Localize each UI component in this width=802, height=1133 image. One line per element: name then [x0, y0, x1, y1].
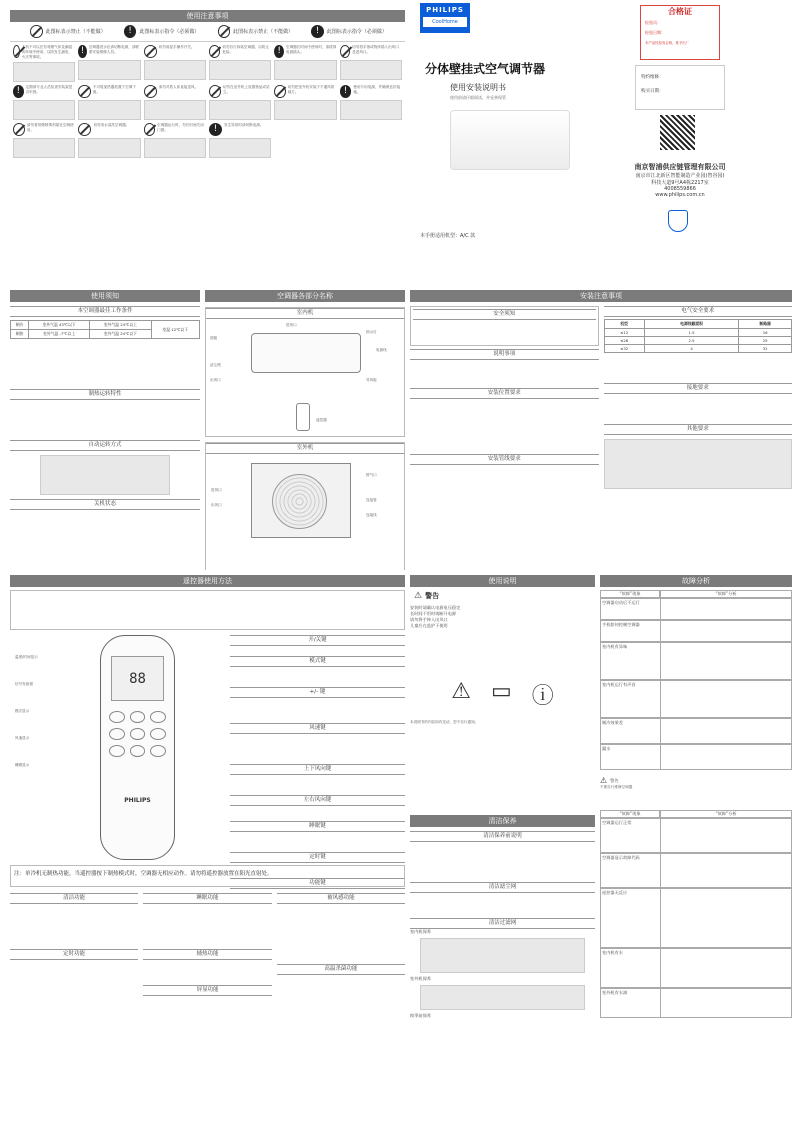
illustration — [420, 985, 585, 1010]
notes-title: 说明事项 — [410, 349, 599, 360]
illustration — [13, 138, 75, 158]
brand-logo: PHILIPS CoolHome — [420, 3, 470, 33]
illustration — [78, 100, 140, 120]
manual-icon: ▭ — [490, 679, 512, 704]
illustration — [209, 138, 271, 158]
ban-icon — [209, 45, 220, 58]
model-value: A/C 款 — [460, 233, 476, 239]
illustration — [13, 100, 75, 120]
notice-item: 请勿将易燃喷雾剂靠近空调使用。 — [13, 123, 75, 158]
clean-header: 清洁保养 — [410, 815, 595, 827]
notice-item: 本机不可以在有易燃气体及潮湿的环境中使用，以防发生漏电、火灾等事故。 — [13, 45, 75, 82]
notice-item: ! 发生异常时请切断电源。 — [209, 123, 271, 158]
remote-button[interactable] — [130, 711, 146, 723]
parts-section — [205, 290, 405, 570]
service-icon: ⓘ — [531, 684, 554, 709]
notice-item: ! 空调器进水后请切断电源，请联系安装维修人员。 — [78, 45, 140, 82]
conditions-table: 制冷 室外气温 43℃以下 室外气温 24℃以上 室温 12℃以下 制热 室外气温 -7℃以上 室外气温 24℃以下 — [10, 320, 200, 339]
remote-button[interactable] — [130, 745, 146, 757]
remote-mini — [296, 403, 310, 431]
ban-icon — [78, 85, 90, 98]
fault-section: 故障分析 “故障”现象 “故障”分析 空调器启动后不运行 手机如何控制空调器 室内机有异味 室内机运行有声音 制冷效果差 漏水 ⚠ 警告 不要自行维修空调器 “故障”现象 “故障”分析 空调器运行正常 空调器显示故障代码 遥控器无反应 室内机有水 室外机有水滴 — [600, 575, 792, 1125]
illustration — [209, 100, 271, 120]
illustration — [78, 60, 140, 80]
wiring-diagram — [604, 439, 793, 489]
warning-triangle-icon: ⚠ — [414, 591, 423, 601]
tips-sub2: 制热运转特性 — [10, 389, 200, 400]
ban-icon — [274, 85, 285, 98]
indoor-unit-diagram: 室内机 面板 进风口 指示灯 电源线 出风口 导风板 遥控器 滤尘网 — [205, 307, 405, 437]
illustration — [274, 100, 336, 120]
ban-icon — [340, 45, 350, 58]
tips-sub3: 自动运转方式 — [10, 440, 200, 451]
illustration — [420, 938, 585, 973]
notice-item: 切勿自行拆装空调器，以防止危险。 — [209, 45, 271, 82]
notice-item: ! 空调器长时间不使用时，请拔掉电源插头。 — [274, 45, 336, 82]
remote-brand: PHILIPS — [124, 797, 151, 804]
safety-box: 安全须知 — [410, 306, 599, 346]
illustration — [340, 60, 402, 80]
must-icon: ! — [311, 25, 324, 38]
qr-code — [660, 115, 695, 150]
ban-icon — [144, 85, 157, 98]
notice-item: 切勿用湿手操作开关。 — [144, 45, 206, 82]
must-icon: ! — [78, 45, 87, 58]
warning-triangle-icon: ⚠ — [600, 776, 608, 785]
ban-icon — [144, 45, 157, 58]
remote-intro — [10, 590, 405, 630]
certificate: 合格证 检验员： 检验日期： 本产品经检验合格，准予出厂 — [640, 5, 720, 60]
remote-header: 遥控器使用方法 — [10, 575, 405, 587]
remote-button[interactable] — [150, 711, 166, 723]
remote-display: 88 — [111, 656, 164, 701]
must-icon: ! — [209, 123, 222, 136]
model-label: 本手册适用机型： — [420, 233, 461, 239]
electric-title: 电气安全要求 — [604, 306, 793, 317]
service-card: 特约维修： 购买日期： — [635, 65, 725, 110]
ac-unit-image — [450, 110, 570, 170]
ban-icon — [144, 123, 155, 136]
remote-section: 遥控器使用方法 88 PHILIPS 温度/时间显示 信号发射窗 模式显示 风速显示 睡眠显示 开/关键 模式键 +/- 键 风速键 上下风向键 左右风向键 睡眠键 定时键 功能键 注：单冷机无制热功能，当遥控器按下制热模式时，空调器无相应动作。请勿将遥控器放置在阳光直射处。 清洁功能 定时功能 睡眠功能 辅热功能 屏显功能 被风感功能 高温杀菌功能 — [10, 575, 405, 1125]
fault-header: 故障分析 — [600, 575, 792, 587]
power-table: 机型 电源线截面积 断路器 ≤12 1.5 16 ≤26 2.5 25 ≤32 4 32 — [604, 319, 793, 353]
usage-header: 使用说明 — [410, 575, 595, 587]
illustration — [144, 100, 206, 120]
ban-icon — [30, 25, 43, 38]
other-title: 其他要求 — [604, 424, 793, 435]
ban-icon — [13, 123, 25, 136]
notice-item: ! 定期请专业人员检查安装架是否牢固。 — [13, 85, 75, 120]
tips-section — [10, 290, 200, 570]
notice-item: 空调器运行时，勿长时间关闭门窗。 — [144, 123, 206, 158]
must-icon: ! — [13, 85, 24, 98]
flammable-warning-icon: ⚠ — [451, 679, 471, 704]
install-header: 安装注意事项 — [410, 290, 792, 302]
must-icon: ! — [274, 45, 284, 58]
notice-item: 切勿把室外机安装于不通风的地方。 — [274, 85, 336, 120]
indoor-unit — [251, 333, 361, 373]
ban-icon — [78, 123, 91, 136]
remote-button[interactable] — [150, 745, 166, 757]
must-icon: ! — [124, 25, 137, 38]
manual-note: 使用前请仔细阅读，并妥善保管 — [450, 95, 506, 100]
illustration — [13, 62, 75, 82]
illustration — [274, 60, 336, 80]
ground-title: 接地要求 — [604, 383, 793, 394]
notice-item: 切勿将手指或物体插入出风口及进风口。 — [340, 45, 402, 82]
notice-item: 请勿对着人体直接送风。 — [144, 85, 206, 120]
notice-item: ! 使用专用电源，并确保良好接地。 — [340, 85, 402, 120]
manual-title: 分体壁挂式空气调节器 — [425, 62, 546, 76]
manual-subtitle: 使用安装说明书 — [450, 83, 506, 92]
legend-must: 此图标表示指令（必须做） — [139, 29, 200, 35]
tips-sub4: 关机状态 — [10, 499, 200, 510]
illustration — [340, 100, 402, 120]
remote-button[interactable] — [109, 711, 125, 723]
ban-icon — [218, 25, 231, 38]
install-section — [410, 290, 792, 570]
cover-section — [410, 0, 802, 280]
remote-button[interactable] — [130, 728, 146, 740]
location-title: 安装位置要求 — [410, 388, 599, 399]
illustration — [209, 60, 271, 80]
legend-ban: 此图标表示禁止（不能做） — [45, 29, 106, 35]
tips-table-title: 本空调器最佳工作条件 — [10, 306, 200, 317]
outdoor-unit — [251, 463, 351, 538]
ban-icon — [13, 45, 20, 58]
must-icon: ! — [340, 85, 352, 98]
illustration — [78, 138, 140, 158]
remote-button[interactable] — [150, 728, 166, 740]
remote-control — [100, 635, 175, 860]
illustration — [144, 138, 206, 158]
usage-section: 使用说明 ⚠ 警告 安装时请确认电源电压稳定 长时间不用时请断开电源 请勿将手伸入出风口 儿童应在监护下使用 ⚠ ▭ ⓘ 本说明书的内容如有变动，恕不另行通知。 清洁保养 清洁保养前说明 清洁滤尘网 清洁过滤网 室内机保养 室外机保养 换季前保养 — [410, 575, 595, 1125]
remote-note: 注：单冷机无制热功能，当遥控器按下制热模式时，空调器无相应动作。请勿将遥控器放置在阳光直射处。 — [10, 865, 405, 887]
parts-header: 空调器各部分名称 — [205, 290, 405, 302]
notice-item: 切勿用水清洗空调器。 — [78, 123, 140, 158]
outdoor-unit-diagram: 室外机 排气口 进风口 出风口 连接管 连接线 — [205, 442, 405, 570]
notice-item: 切勿在室外机上放置物品或站立。 — [209, 85, 271, 120]
illustration — [40, 455, 170, 495]
usage-notes-header: 使用注意事项 — [10, 10, 405, 22]
illustration — [144, 60, 206, 80]
notice-item: 不可将加热器放置于空调下面。 — [78, 85, 140, 120]
remote-button[interactable] — [109, 728, 125, 740]
usage-notes-section: 使用注意事项 此图标表示禁止（不能做） ! 此图标表示指令（必须做） 此图标表示禁止（不能做） ! 此图标表示指令（必须做） 本机不可以在有易燃气体及潮湿的环境中使用，以防发生漏电、火灾等事故。 ! 空调器进水后请切断电源，请联系安装维修人员。 切勿用湿手操作开关。 切勿自行拆装空调器，以防止危险。 ! 空调器长时间不使用时，请拔掉电源插头。 切勿将手指或物体插入出风口及进风口。 ! 定期请专业人员检查安装架是否牢固。 不可将加热器放置于空调下面。 请勿对着人体直接送风。 切勿在室外机上放置物品或站立。 切勿把室外机安装于不通风的地方。 ! 使用专用电源，并确保良好接地。 请勿将易燃喷雾剂靠近空调使用。 切勿用水清洗空调器。 空调器运行时，勿长时间关闭门窗。 ! 发生异常时请切断电源。 — [10, 10, 405, 290]
company-info: 南京智浦供应链管理有限公司 南京市江北新区智能制造产业园(智谷园) 科技大道9号A4栋2217室 4008559866 www.philips.com.cn — [634, 163, 726, 198]
pipe-title: 安装管线要求 — [410, 454, 599, 465]
ban-icon — [209, 85, 221, 98]
tips-header: 使用须知 — [10, 290, 200, 302]
remote-button[interactable] — [109, 745, 125, 757]
philips-shield-icon — [668, 210, 688, 232]
